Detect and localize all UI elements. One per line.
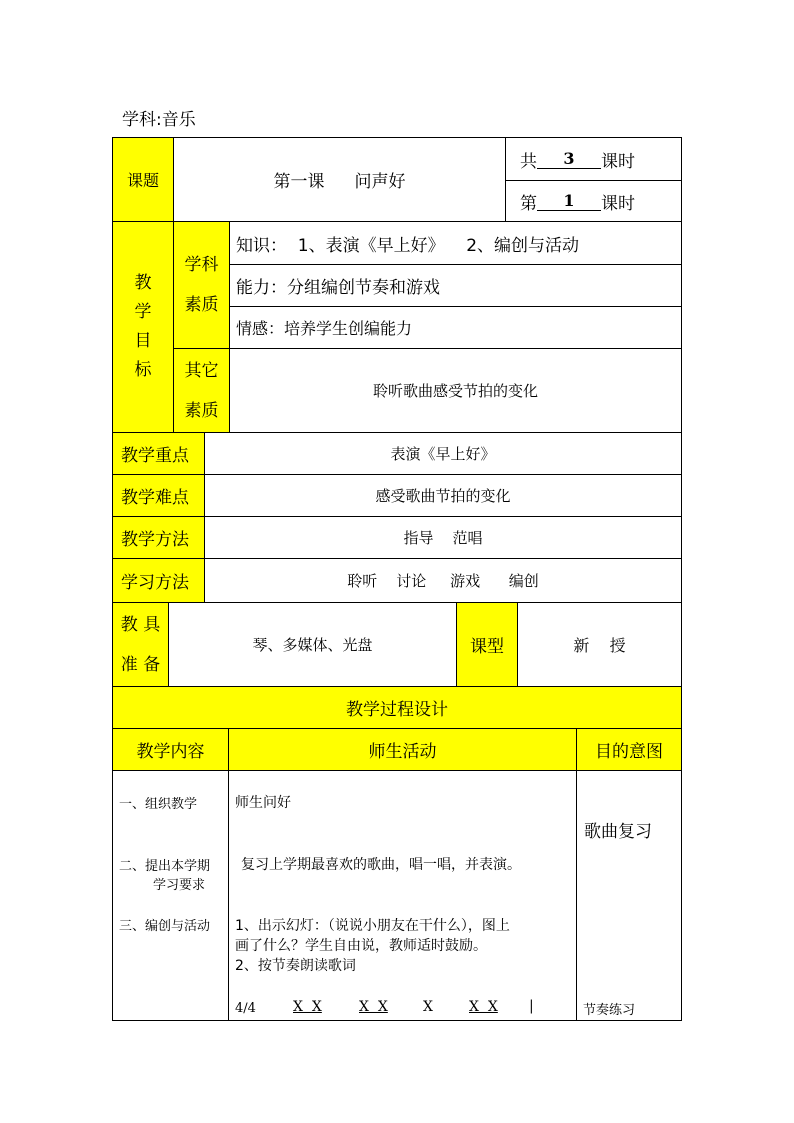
- tools-label: 教 具: [120, 614, 161, 635]
- other-quality-text: 聆听歌曲感受节拍的变化: [372, 382, 538, 400]
- activity-rhythm-reading: 2、按节奏朗读歌词: [235, 958, 356, 974]
- other-quality-label: 素质: [184, 400, 219, 421]
- other-quality-label: 其它: [184, 360, 219, 381]
- lesson-plan-table: [112, 137, 682, 1021]
- lesson-label: 课题: [126, 171, 159, 190]
- key-point-label: 教学重点: [121, 446, 189, 466]
- lesson-type-label-cell: [456, 602, 518, 687]
- teach-method-label: 教学方法: [121, 530, 189, 550]
- current-period-cell: [505, 180, 682, 222]
- current-prefix: 第: [520, 193, 537, 214]
- rhythm-group-2: X X: [359, 999, 388, 1015]
- tools-text: 琴、多媒体、光盘: [252, 636, 373, 654]
- difficulty-text: 感受歌曲节拍的变化: [375, 487, 511, 505]
- lesson-type-text: 新 授: [573, 636, 626, 655]
- learn-method-label-cell: [112, 558, 205, 603]
- process-heading: 教学过程设计: [346, 700, 448, 720]
- col-purpose-label: 目的意图: [595, 742, 663, 762]
- col-content-header: [112, 728, 229, 771]
- process-purpose-column: [576, 770, 682, 1021]
- learn-method-label: 学习方法: [121, 573, 189, 593]
- ability-text: 能力：分组编创节奏和游戏: [236, 278, 440, 298]
- tools-label-cell: [112, 602, 169, 687]
- step-requirements-line1: 二、提出本学期: [119, 859, 211, 874]
- process-heading-cell: [112, 686, 682, 729]
- teach-method-cell: [204, 516, 682, 559]
- col-content-label: 教学内容: [136, 742, 205, 762]
- activity-slide-line1: 1、出示幻灯：（说说小朋友在干什么），图上: [235, 918, 510, 934]
- difficulty-label: 教学难点: [121, 488, 189, 508]
- difficulty-label-cell: [112, 474, 205, 517]
- other-quality-label-cell: [173, 348, 230, 433]
- key-point-label-cell: [112, 432, 205, 475]
- step-organize: 一、组织教学: [119, 797, 198, 812]
- lesson-type-cell: [517, 602, 682, 687]
- rhythm-group-1: X X: [293, 999, 322, 1015]
- lesson-label-cell: [112, 137, 174, 222]
- rhythm-group-3: X: [423, 999, 433, 1015]
- goals-label-cell: [112, 221, 174, 433]
- ability-cell: [229, 264, 682, 307]
- activity-review: 复习上学期最喜欢的歌曲，唱一唱，并表演。: [241, 857, 521, 873]
- lesson-number: 第一课: [273, 172, 325, 192]
- teach-method-text: 指导 范唱: [403, 529, 483, 547]
- knowledge-text: 知识： 1、表演《早上好》 2、编创与活动: [236, 235, 580, 256]
- total-prefix: 共: [520, 151, 537, 172]
- total-suffix: 课时: [601, 151, 635, 172]
- key-point-cell: [204, 432, 682, 475]
- key-point-text: 表演《早上好》: [390, 445, 496, 463]
- step-create-activity: 三、编创与活动: [119, 919, 211, 934]
- subject-quality-label-cell: [173, 221, 230, 349]
- tools-cell: [168, 602, 457, 687]
- difficulty-cell: [204, 474, 682, 517]
- teach-method-label-cell: [112, 516, 205, 559]
- process-content-column: [112, 770, 229, 1021]
- emotion-text: 情感：培养学生创编能力: [236, 319, 413, 338]
- goals-label-char: 标: [134, 360, 152, 380]
- time-signature: 4/4: [235, 1001, 256, 1016]
- subject-quality-label: 学科: [184, 255, 219, 275]
- process-activity-column: [228, 770, 577, 1021]
- other-quality-cell: [229, 348, 682, 433]
- rhythm-group-4: X X: [469, 999, 498, 1015]
- activity-greeting: 师生问好: [235, 795, 291, 811]
- lesson-name: 问声好: [354, 172, 406, 192]
- goals-label-char: 目: [134, 331, 152, 351]
- col-purpose-header: [576, 728, 682, 771]
- goals-label-char: 学: [134, 302, 152, 322]
- activity-slide-line2: 画了什么？学生自由说，教师适时鼓励。: [235, 938, 487, 954]
- purpose-review: 歌曲复习: [584, 822, 652, 842]
- lesson-type-label: 课型: [470, 637, 504, 657]
- col-activity-label: 师生活动: [368, 742, 437, 762]
- total-value: 3: [537, 150, 601, 169]
- knowledge-cell: [229, 221, 682, 265]
- step-requirements-line2: 学习要求: [153, 878, 206, 893]
- total-periods-cell: [505, 137, 682, 181]
- emotion-cell: [229, 306, 682, 349]
- purpose-rhythm: 节奏练习: [583, 1003, 636, 1018]
- bar-line: |: [529, 998, 534, 1014]
- subject-quality-label: 素质: [184, 295, 219, 315]
- learn-method-cell: [204, 558, 682, 603]
- current-suffix: 课时: [601, 193, 635, 214]
- goals-label-char: 教: [134, 273, 152, 293]
- subject-label: 学科:音乐: [122, 110, 196, 130]
- learn-method-text: 聆听 讨论 游戏 编创: [347, 572, 539, 590]
- col-activity-header: [228, 728, 577, 771]
- tools-label: 准 备: [120, 654, 161, 675]
- current-value: 1: [537, 192, 601, 211]
- lesson-title-cell: [173, 137, 506, 222]
